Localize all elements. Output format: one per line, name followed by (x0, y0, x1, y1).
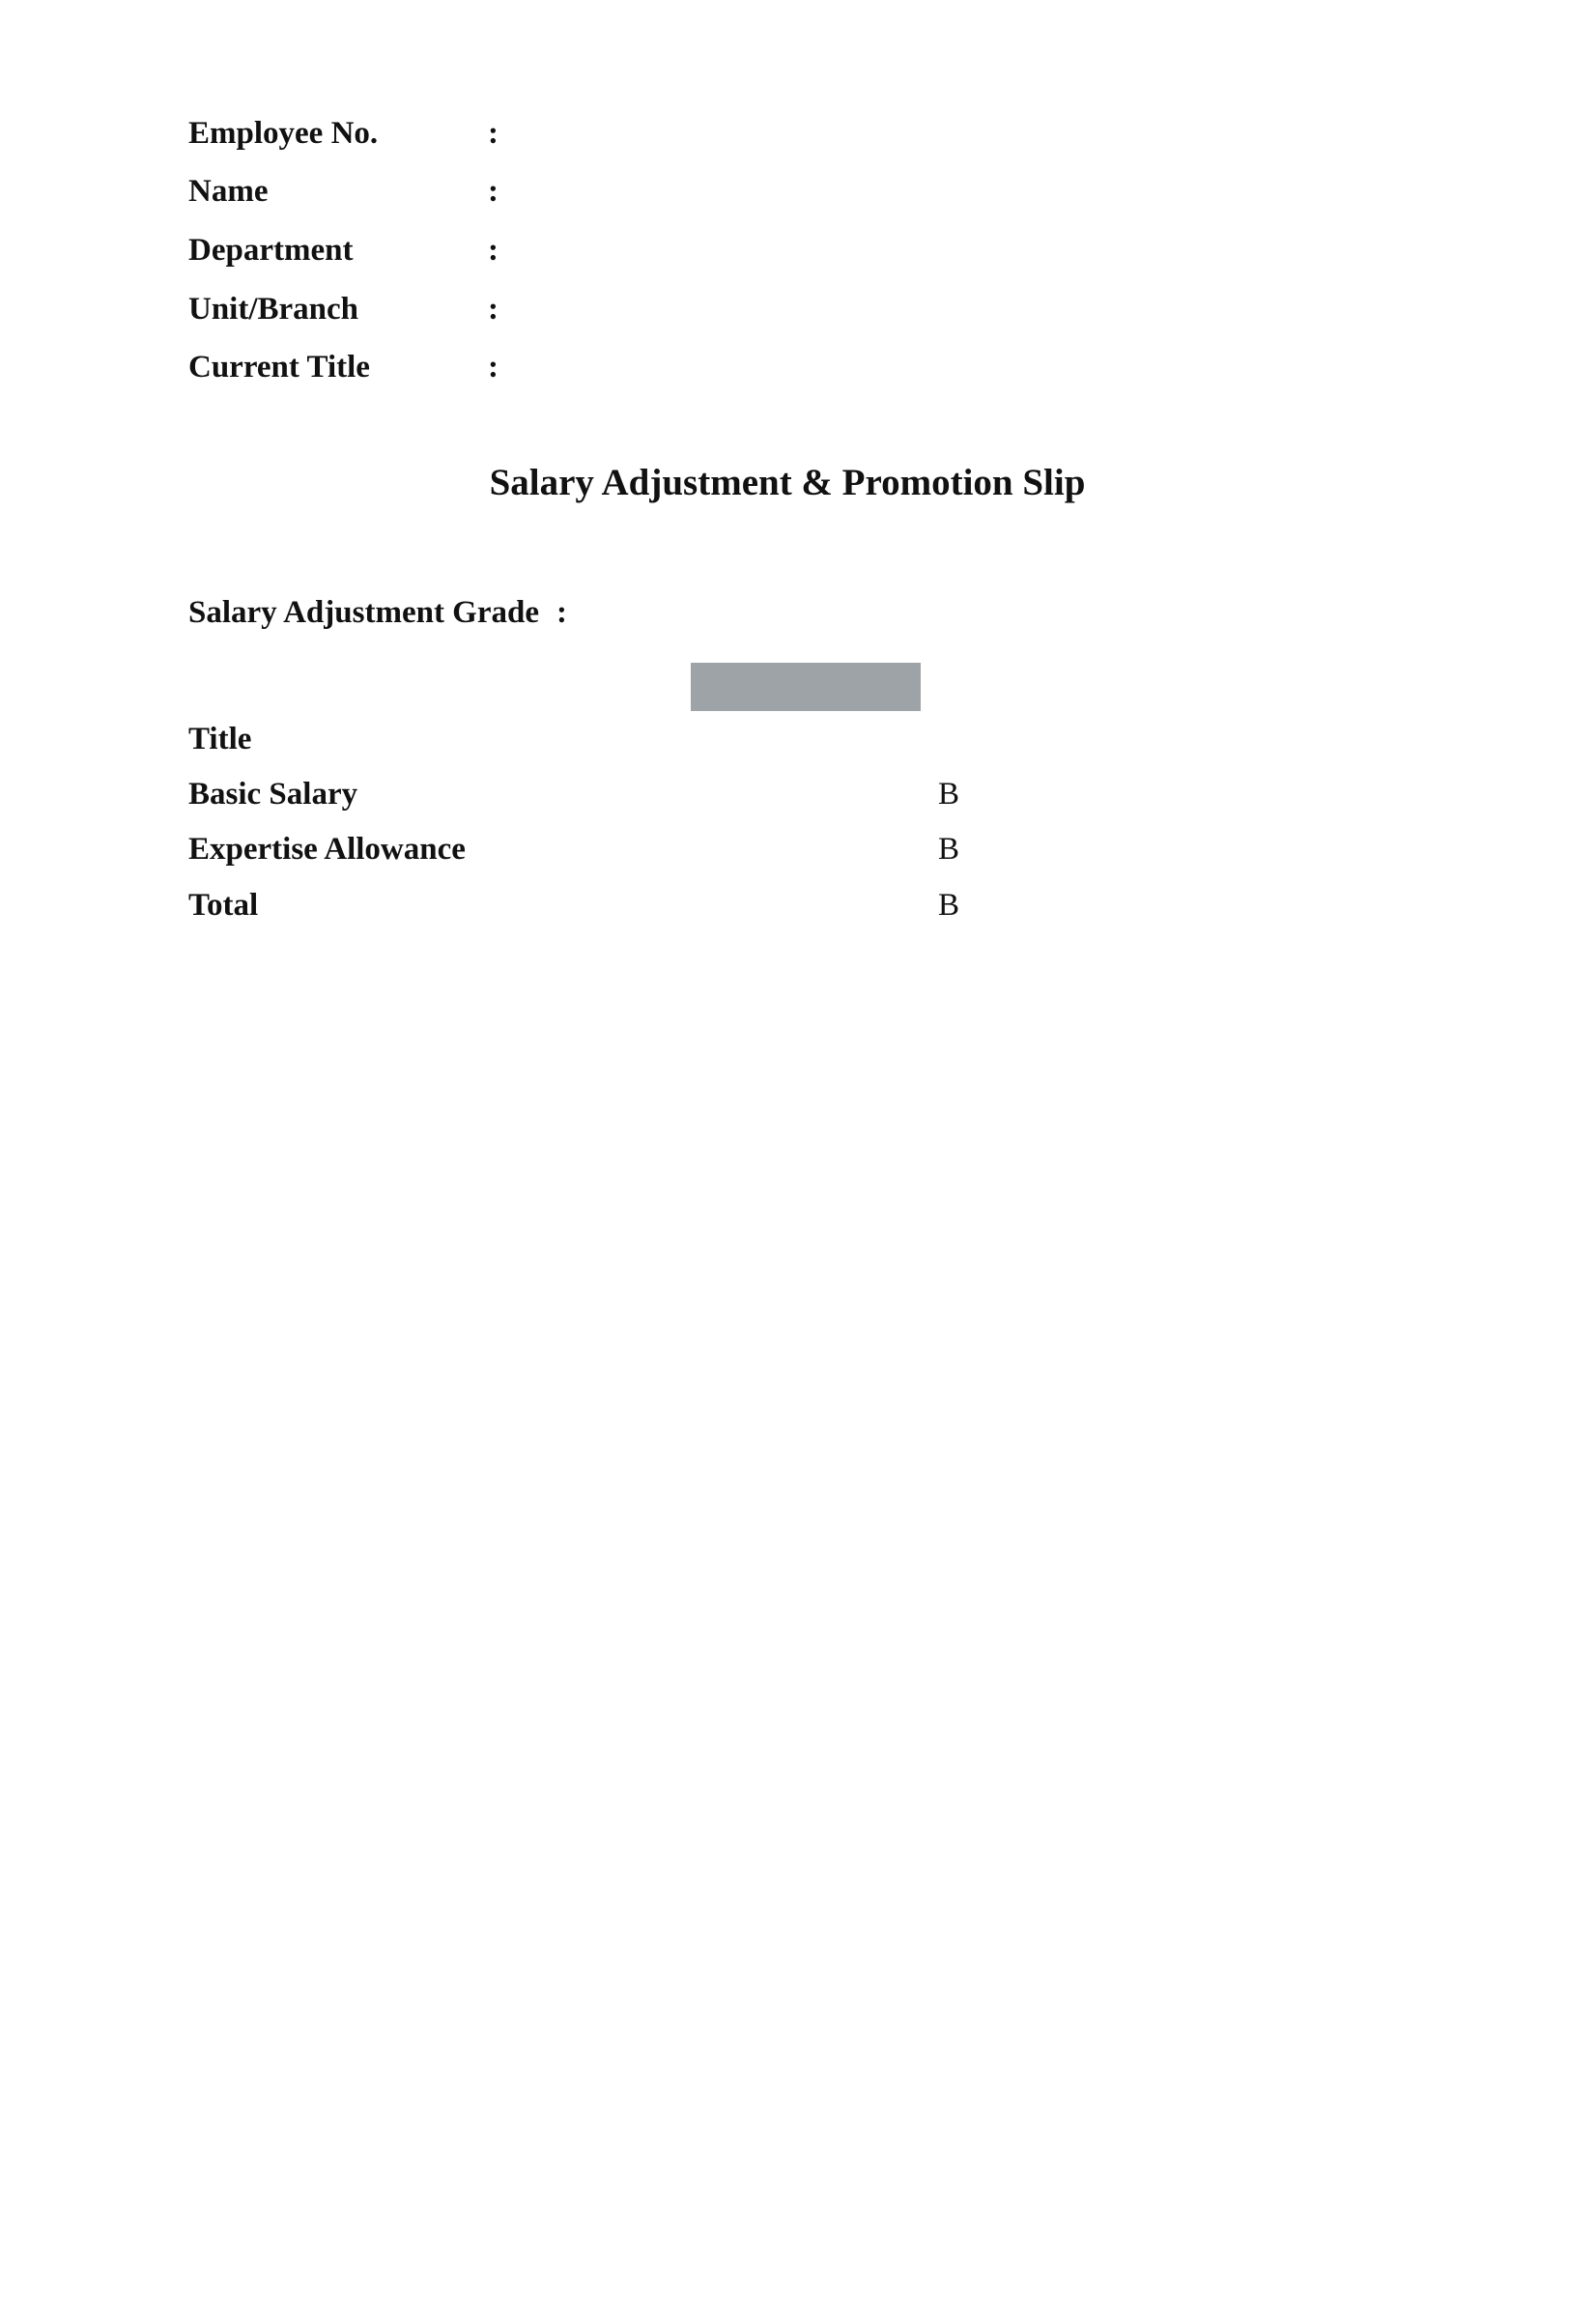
name-colon: : (488, 174, 499, 209)
total-label: Total (188, 888, 259, 923)
expertise-allowance-currency: B (938, 832, 960, 867)
basic-salary-label: Basic Salary (188, 777, 358, 812)
redacted-value-box (691, 663, 921, 711)
unit-branch-colon: : (488, 292, 499, 327)
grade-label: Salary Adjustment Grade (188, 595, 539, 630)
basic-salary-currency: B (938, 777, 960, 812)
department-colon: : (488, 233, 499, 268)
current-title-colon: : (488, 350, 499, 385)
employee-no-colon: : (488, 116, 499, 151)
slip-title: Salary Adjustment & Promotion Slip (489, 462, 1086, 503)
title-row-label: Title (188, 722, 252, 756)
unit-branch-label: Unit/Branch (188, 292, 359, 327)
employee-no-label: Employee No. (188, 116, 379, 151)
name-label: Name (188, 174, 269, 209)
current-title-label: Current Title (188, 350, 370, 385)
grade-colon: : (556, 595, 567, 630)
department-label: Department (188, 233, 354, 268)
total-currency: B (938, 888, 960, 923)
expertise-allowance-label: Expertise Allowance (188, 832, 466, 867)
grade-line (188, 593, 567, 632)
